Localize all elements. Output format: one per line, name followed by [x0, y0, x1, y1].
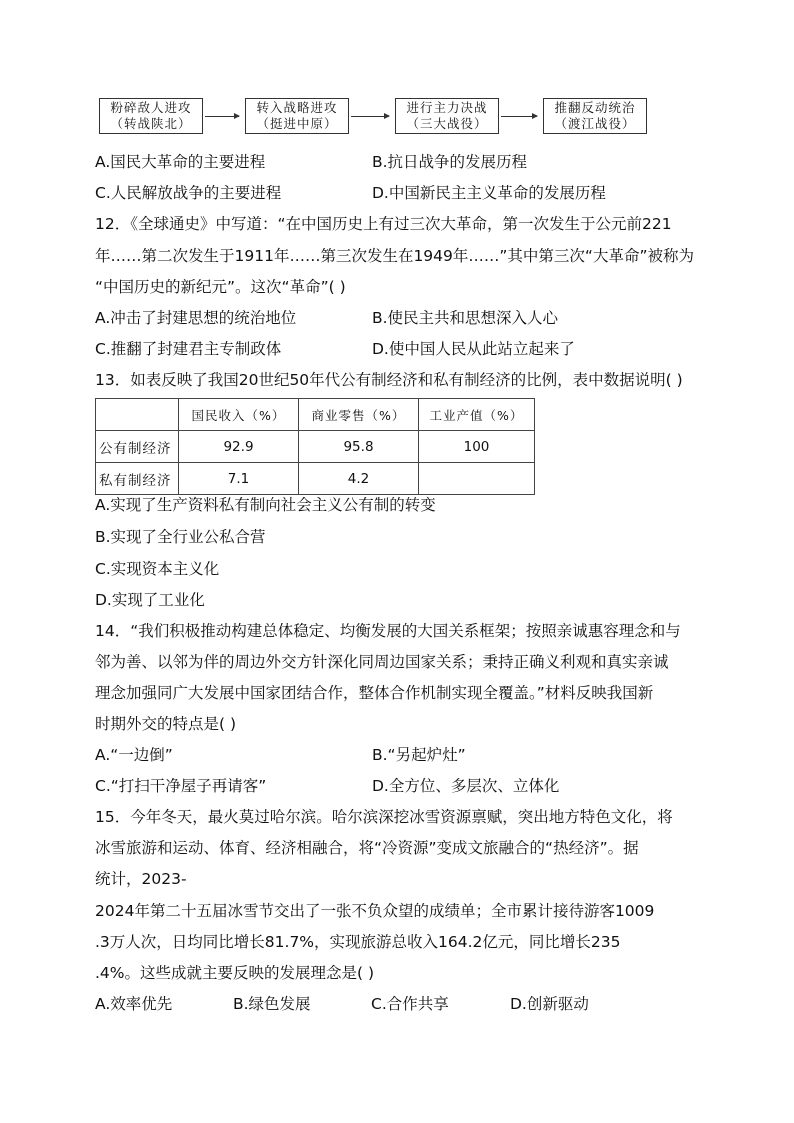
q14-stem-line1: 14．“我们积极推动构建总体稳定、均衡发展的大国关系框架；按照亲诚惠容理念和与 — [95, 622, 681, 640]
q14-option-c: C.“打扫干净屋子再请客” — [95, 777, 267, 795]
q11-option-d: D.中国新民主主义革命的发展历程 — [372, 184, 606, 202]
table-row-header: 私有制经济 — [96, 463, 179, 495]
q11-option-a: A.国民大革命的主要进程 — [95, 153, 266, 171]
flow-diagram — [99, 98, 649, 138]
q11-option-b: B.抗日战争的发展历程 — [372, 153, 528, 171]
flow-box-4 — [543, 98, 647, 134]
q15-stem-line4: 2024年第二十五届冰雪节交出了一张不负众望的成绩单；全市累计接待游客1009 — [95, 902, 655, 920]
flow-arrow-1 — [205, 116, 239, 117]
table-header-row — [96, 399, 535, 431]
table-row — [96, 431, 535, 463]
table-cell: 95.8 — [299, 431, 419, 463]
table-row — [96, 463, 535, 495]
flow-box-1-line2: （转战陕北） — [110, 116, 192, 131]
q15-stem-line6: .4%。这些成就主要反映的发展理念是( ) — [95, 964, 375, 982]
table-row-header: 公有制经济 — [96, 431, 179, 463]
q12-option-b: B.使民主共和思想深入人心 — [372, 309, 559, 327]
q15-option-c: C.合作共享 — [371, 995, 449, 1013]
q15-option-b: B.绿色发展 — [233, 995, 311, 1013]
flow-arrow-3 — [501, 116, 537, 117]
q12-stem-line3: “中国历史的新纪元”。这次“革命”( ) — [95, 278, 346, 296]
table-cell: 92.9 — [179, 431, 299, 463]
q13-option-c: C.实现资本主义化 — [95, 560, 220, 578]
table-header-cell: 国民收入（%） — [179, 399, 299, 431]
flow-box-2 — [245, 98, 349, 134]
q12-option-d: D.使中国人民从此站立起来了 — [372, 340, 575, 358]
table-cell: 100 — [419, 431, 535, 463]
flow-box-2-line2: （挺进中原） — [256, 116, 338, 131]
q12-option-c: C.推翻了封建君主专制政体 — [95, 340, 282, 358]
flow-box-1-line1: 粉碎敌人进攻 — [110, 100, 192, 115]
table-header-cell: 商业零售（%） — [299, 399, 419, 431]
q13-option-b: B.实现了全行业公私合营 — [95, 528, 266, 546]
q14-option-a: A.“一边倒” — [95, 746, 173, 764]
q15-stem-line1: 15．今年冬天，最火莫过哈尔滨。哈尔滨深挖冰雪资源禀赋，突出地方特色文化，将 — [95, 808, 673, 826]
flow-box-3-line2: （三大战役） — [406, 116, 488, 131]
q15-option-d: D.创新驱动 — [510, 995, 589, 1013]
q13-option-a: A.实现了生产资料私有制向社会主义公有制的转变 — [95, 496, 436, 514]
q14-option-d: D.全方位、多层次、立体化 — [372, 777, 560, 795]
table-header-cell: 工业产值（%） — [419, 399, 535, 431]
flow-box-3-line1: 进行主力决战 — [406, 100, 488, 115]
flow-box-2-line1: 转入战略进攻 — [256, 100, 338, 115]
q12-stem-line1: 12．《全球通史》中写道：“在中国历史上有过三次大革命，第一次发生于公元前221 — [95, 215, 672, 233]
flow-arrow-2 — [351, 116, 389, 117]
q14-stem-line4: 时期外交的特点是( ) — [95, 715, 237, 733]
flow-box-1 — [99, 98, 203, 134]
q13-stem-line1: 13．如表反映了我国20世纪50年代公有制经济和私有制经济的比例，表中数据说明( ) — [95, 371, 683, 389]
flow-box-4-line1: 推翻反动统治 — [554, 100, 636, 115]
q12-option-a: A.冲击了封建思想的统治地位 — [95, 309, 297, 327]
table-cell: 7.1 — [179, 463, 299, 495]
q15-stem-line5: .3万人次，日均同比增长81.7%，实现旅游总收入164.2亿元，同比增长235 — [95, 933, 621, 951]
q14-stem-line2: 邻为善、以邻为伴的周边外交方针深化同周边国家关系；秉持正确义利观和真实亲诚 — [95, 653, 669, 671]
q13-option-d: D.实现了工业化 — [95, 591, 205, 609]
q15-stem-line2: 冰雪旅游和运动、体育、经济相融合，将“冷资源”变成文旅融合的“热经济”。据 — [95, 839, 639, 857]
flow-box-3 — [395, 98, 499, 134]
table-cell — [419, 463, 535, 495]
q14-stem-line3: 理念加强同广大发展中国家团结合作，整体合作机制实现全覆盖。”材料反映我国新 — [95, 684, 654, 702]
table-header-cell — [96, 399, 179, 431]
q11-option-c: C.人民解放战争的主要进程 — [95, 184, 282, 202]
q12-stem-line2: 年……第二次发生于1911年……第三次发生在1949年……”其中第三次“大革命”被称为 — [95, 247, 694, 265]
table-cell: 4.2 — [299, 463, 419, 495]
flow-box-4-line2: （渡江战役） — [554, 116, 636, 131]
q15-option-a: A.效率优先 — [95, 995, 173, 1013]
ownership-table — [95, 398, 535, 495]
q14-option-b: B.“另起炉灶” — [372, 746, 466, 764]
q15-stem-line3: 统计，2023- — [95, 870, 187, 888]
